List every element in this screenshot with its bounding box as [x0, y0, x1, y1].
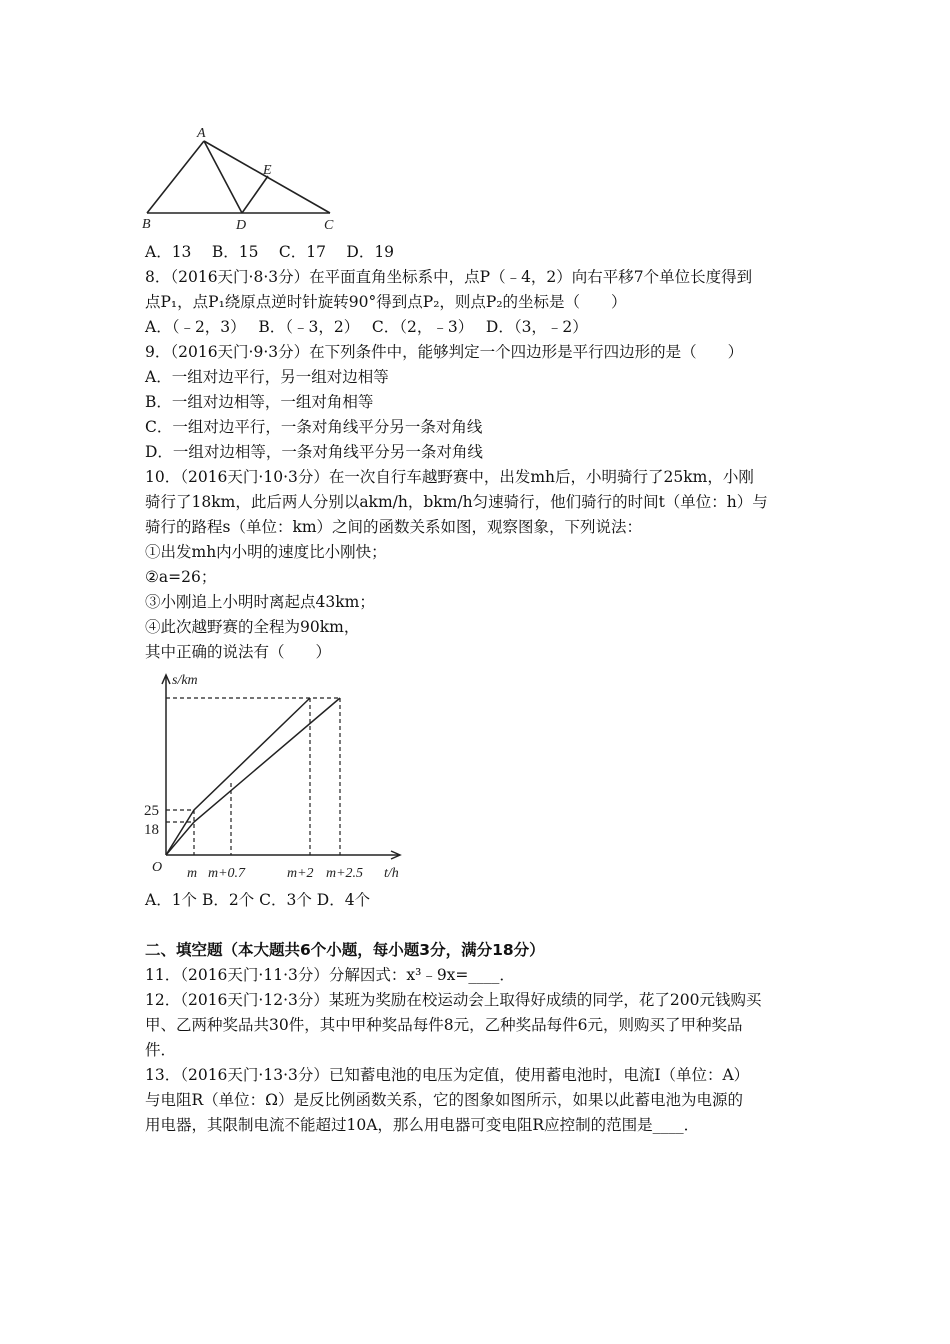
q11: 11．（2016天门·11·3分）分解因式：x³﹣9x=____． — [145, 966, 515, 984]
q8-line-2: 点P₁，点P₁绕原点逆时针旋转90°得到点P₂，则点P₂的坐标是（ ） — [145, 293, 627, 311]
q8-line-1: 8．（2016天门·8·3分）在平面直角坐标系中，点P（﹣4，2）向右平移7个单位长度得到 — [145, 268, 753, 286]
q12-line-2: 甲、乙两种奖品共30件，其中甲种奖品每件8元，乙种奖品每件6元，则购买了甲种奖品 — [145, 1016, 743, 1034]
x-tick-m-plus-0-7: m+0.7 — [208, 866, 246, 881]
y-tick-25: 25 — [144, 803, 159, 819]
guide-lines — [166, 698, 340, 855]
q10-statement-1: ①出发mh内小明的速度比小刚快； — [145, 543, 387, 561]
q9-option-a: A．一组对边平行，另一组对边相等 — [145, 368, 389, 386]
q10-prompt: 其中正确的说法有（ ） — [145, 643, 332, 661]
line-xiaoming — [166, 698, 310, 855]
x-axis-label: t/h — [384, 866, 399, 881]
x-tick-m-plus-2: m+2 — [287, 866, 314, 881]
label-c: C — [324, 218, 334, 233]
q12-line-1: 12．（2016天门·12·3分）某班为奖励在校运动会上取得好成绩的同学，花了200元钱购买 — [145, 991, 762, 1009]
label-a: A — [197, 126, 206, 141]
q9-option-d: D．一组对边相等，一条对角线平分另一条对角线 — [145, 443, 483, 461]
q10-line-2: 骑行了18km，此后两人分别以akm/h，bkm/h匀速骑行，他们骑行的时间t（单位：h）与 — [145, 493, 768, 511]
q12-line-3: 件． — [145, 1041, 177, 1059]
x-tick-m: m — [187, 866, 198, 881]
q10-options: A．1个 B．2个 C．3个 D．4个 — [145, 891, 371, 909]
q10-statement-4: ④此次越野赛的全程为90km， — [145, 618, 360, 636]
q8-options: A．（﹣2，3） B．（﹣3，2） C．（2，﹣3） D．（3，﹣2） — [145, 318, 588, 336]
label-b: B — [142, 217, 151, 232]
x-tick-m-plus-2-5: m+2.5 — [326, 866, 364, 881]
q9-option-c: C．一组对边平行，一条对角线平分另一条对角线 — [145, 418, 483, 436]
label-e: E — [263, 163, 272, 178]
q9-stem: 9．（2016天门·9·3分）在下列条件中，能够判定一个四边形是平行四边形的是（ ） — [145, 343, 744, 361]
q10-statement-2: ②a=26； — [145, 568, 217, 586]
origin-label: O — [152, 860, 163, 875]
q13-line-2: 与电阻R（单位：Ω）是反比例函数关系，它的图象如图所示，如果以此蓄电池为电源的 — [145, 1091, 744, 1109]
line-xiaogang — [166, 698, 340, 855]
q7-options: A．13 B．15 C．17 D．19 — [145, 243, 395, 261]
section-2-title: 二、填空题（本大题共6个小题，每小题3分，满分18分） — [145, 941, 545, 959]
y-tick-18: 18 — [144, 822, 159, 838]
q10-statement-3: ③小刚追上小明时离起点43km； — [145, 593, 375, 611]
label-d: D — [236, 218, 247, 233]
segment-ab — [147, 141, 204, 213]
q9-option-b: B．一组对边相等，一组对角相等 — [145, 393, 374, 411]
distance-time-graph — [162, 675, 400, 859]
q13-line-1: 13．（2016天门·13·3分）已知蓄电池的电压为定值，使用蓄电池时，电流I（单位：A） — [145, 1066, 750, 1084]
q10-line-1: 10．（2016天门·10·3分）在一次自行车越野赛中，出发mh后，小明骑行了25km，小刚 — [145, 468, 754, 486]
q13-line-3: 用电器，其限制电流不能超过10A，那么用电器可变电阻R应控制的范围是____． — [145, 1116, 700, 1134]
segment-de — [242, 176, 268, 213]
y-axis-label: s/km — [172, 673, 198, 688]
q10-line-3: 骑行的路程s（单位：km）之间的函数关系如图，观察图象，下列说法： — [145, 518, 643, 536]
triangle-figure — [147, 141, 330, 213]
